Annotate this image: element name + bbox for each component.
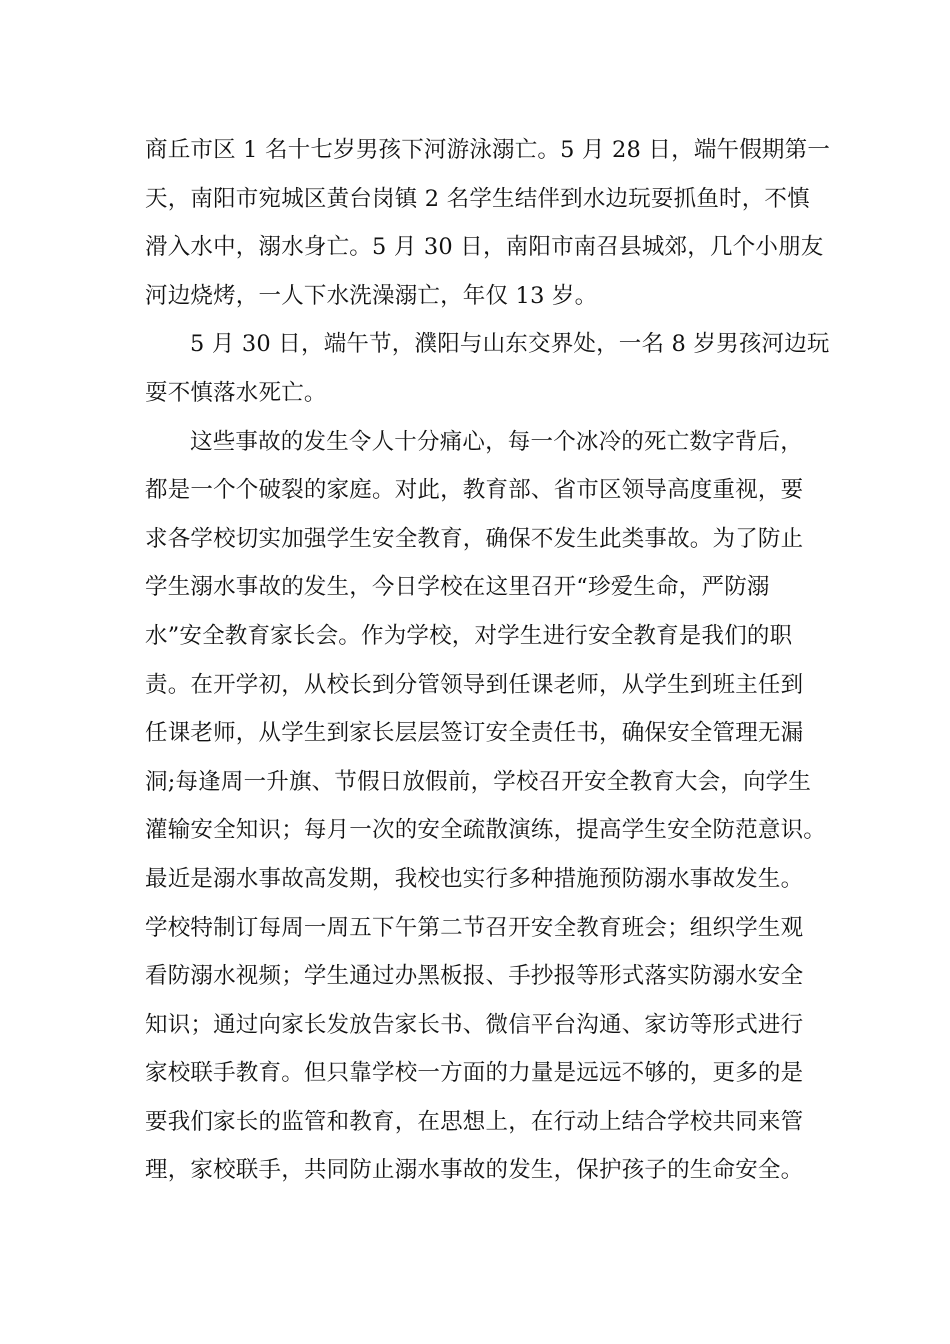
text-line: 滑入水中，溺水身亡。5 月 30 日，南阳市南召县城郊，几个小朋友 [145,234,824,261]
text-line: 最近是溺水事故高发期，我校也实行多种措施预防溺水事故发生。 [145,865,804,892]
text-line: 看防溺水视频；学生通过办黑板报、手抄报等形式落实防溺水安全 [145,963,804,990]
paragraph-2 [145,320,830,417]
text-line: 理，家校联手，共同防止溺水事故的发生，保护孩子的生命安全。 [145,1157,804,1184]
text-line: 都是一个个破裂的家庭。对此，教育部、省市区领导高度重视，要 [145,477,804,504]
text-line: 天，南阳市宛城区黄台岗镇 2 名学生结伴到水边玩耍抓鱼时，不慎 [145,185,810,212]
text-line: 洞;每逢周一升旗、节假日放假前，学校召开安全教育大会，向学生 [145,768,812,795]
document-body [145,126,831,1195]
text-line: 5 月 30 日，端午节，濮阳与山东交界处，一名 8 岁男孩河边玩 [190,331,830,358]
text-line: 这些事故的发生令人十分痛心，每一个冰冷的死亡数字背后， [190,428,803,455]
text-line: 学校特制订每周一周五下午第二节召开安全教育班会；组织学生观 [145,914,804,941]
text-line: 河边烧烤，一人下水洗澡溺亡，年仅 13 岁。 [145,282,598,309]
text-line: 家校联手教育。但只靠学校一方面的力量是远远不够的，更多的是 [145,1060,804,1087]
text-line: 责。在开学初，从校长到分管领导到任课老师，从学生到班主任到 [145,671,804,698]
text-line: 灌输安全知识；每月一次的安全疏散演练，提高学生安全防范意识。 [145,817,827,844]
paragraph-1 [145,126,831,320]
text-line: 要我们家长的监管和教育，在思想上，在行动上结合学校共同来管 [145,1108,804,1135]
paragraph-3 [145,418,825,1196]
text-line: 知识；通过向家长发放告家长书、微信平台沟通、家访等形式进行 [145,1011,804,1038]
text-line: 任课老师，从学生到家长层层签订安全责任书，确保安全管理无漏 [145,720,804,747]
text-line: 学生溺水事故的发生，今日学校在这里召开“珍爱生命，严防溺 [145,574,770,601]
text-line: 商丘市区 1 名十七岁男孩下河游泳溺亡。5 月 28 日，端午假期第一 [145,137,831,163]
text-line: 水”安全教育家长会。作为学校，对学生进行安全教育是我们的职 [145,622,793,649]
text-line: 求各学校切实加强学生安全教育，确保不发生此类事故。为了防止 [145,525,804,552]
text-line: 耍不慎落水死亡。 [145,379,327,406]
